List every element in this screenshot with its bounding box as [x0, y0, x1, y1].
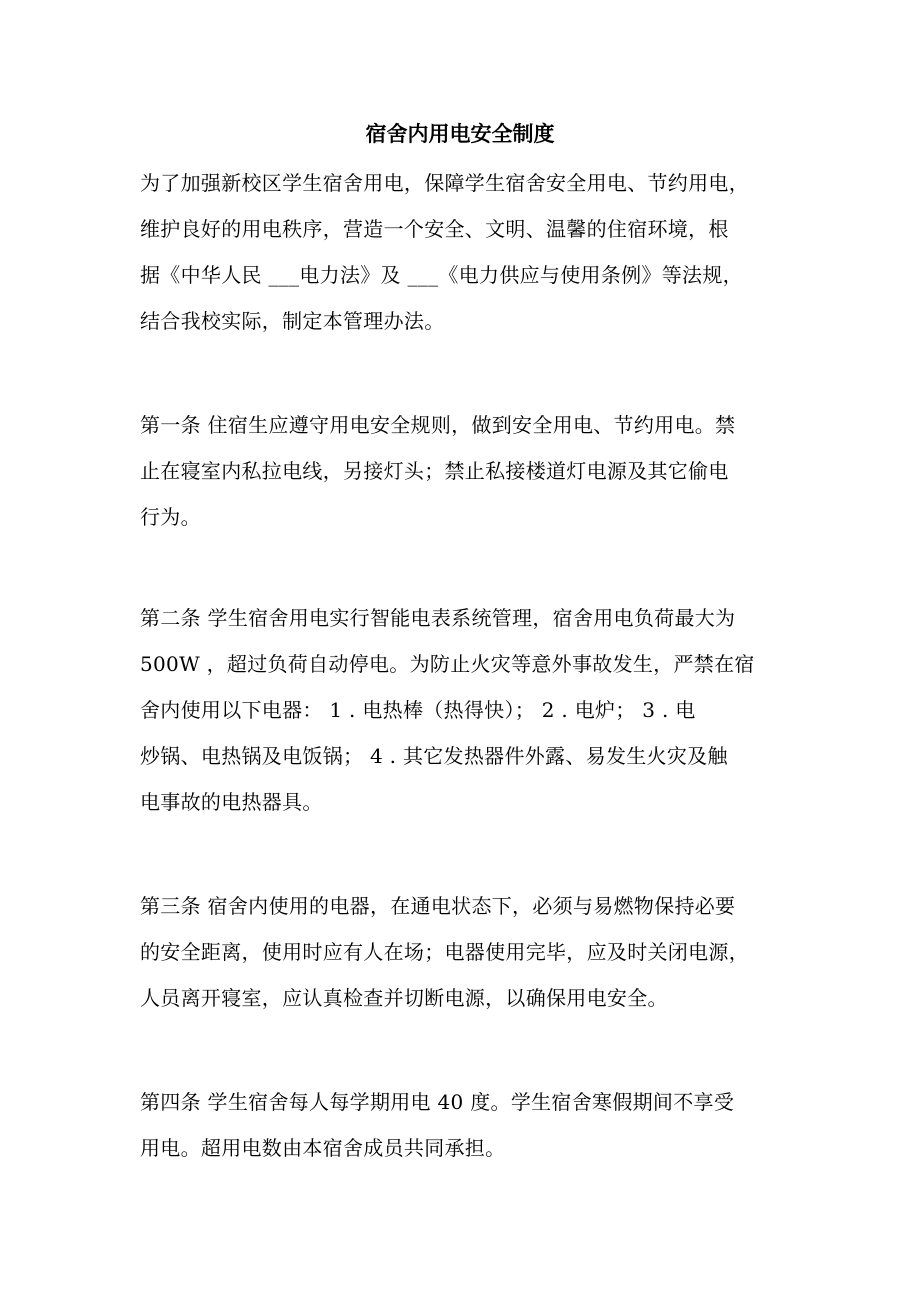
paragraph-line: 第一条 住宿生应遵守用电安全规则，做到安全用电、节约用电。禁: [140, 413, 736, 437]
article-4-paragraph: [140, 1079, 782, 1171]
paragraph-line: 的安全距离，使用时应有人在场；电器使用完毕，应及时关闭电源，: [140, 940, 749, 964]
paragraph-line: 行为。: [140, 505, 201, 529]
intro-paragraph: [140, 160, 782, 344]
paragraph-line: 舍内使用以下电器： 1 . 电热棒（热得快）； 2 . 电炉； 3 . 电: [140, 698, 696, 722]
paragraph-line: 结合我校实际，制定本管理办法。: [140, 309, 445, 333]
paragraph-line: 第二条 学生宿舍用电实行智能电表系统管理，宿舍用电负荷最大为: [140, 606, 736, 630]
paragraph-line: 为了加强新校区学生宿舍用电，保障学生宿舍安全用电、节约用电，: [140, 171, 749, 195]
paragraph-line: 第四条 学生宿舍每人每学期用电 40 度。学生宿舍寒假期间不享受: [140, 1090, 735, 1114]
paragraph-line: 第三条 宿舍内使用的电器，在通电状态下，必须与易燃物保持必要: [140, 894, 736, 918]
paragraph-line: 据《中华人民 ___电力法》及 ___《电力供应与使用条例》等法规，: [140, 263, 743, 287]
paragraph-line: 止在寝室内私拉电线，另接灯头；禁止私接楼道灯电源及其它偷电: [140, 459, 729, 483]
article-2-paragraph: [140, 595, 782, 825]
article-3-paragraph: [140, 883, 782, 1021]
paragraph-line: 用电。超用电数由本宿舍成员共同承担。: [140, 1136, 506, 1160]
paragraph-line: 炒锅、电热锅及电饭锅； 4 . 其它发热器件外露、易发生火灾及触: [140, 744, 728, 768]
paragraph-line: 维护良好的用电秩序，营造一个安全、文明、温馨的住宿环境，根: [140, 217, 729, 241]
paragraph-line: 人员离开寝室，应认真检查并切断电源，以确保用电安全。: [140, 986, 668, 1010]
article-1-paragraph: [140, 402, 782, 540]
paragraph-line: 500W ，超过负荷自动停电。为防止火灾等意外事故发生，严禁在宿: [140, 652, 755, 676]
paragraph-line: 电事故的电热器具。: [140, 790, 323, 814]
document-title: 宿舍内用电安全制度: [365, 122, 555, 146]
